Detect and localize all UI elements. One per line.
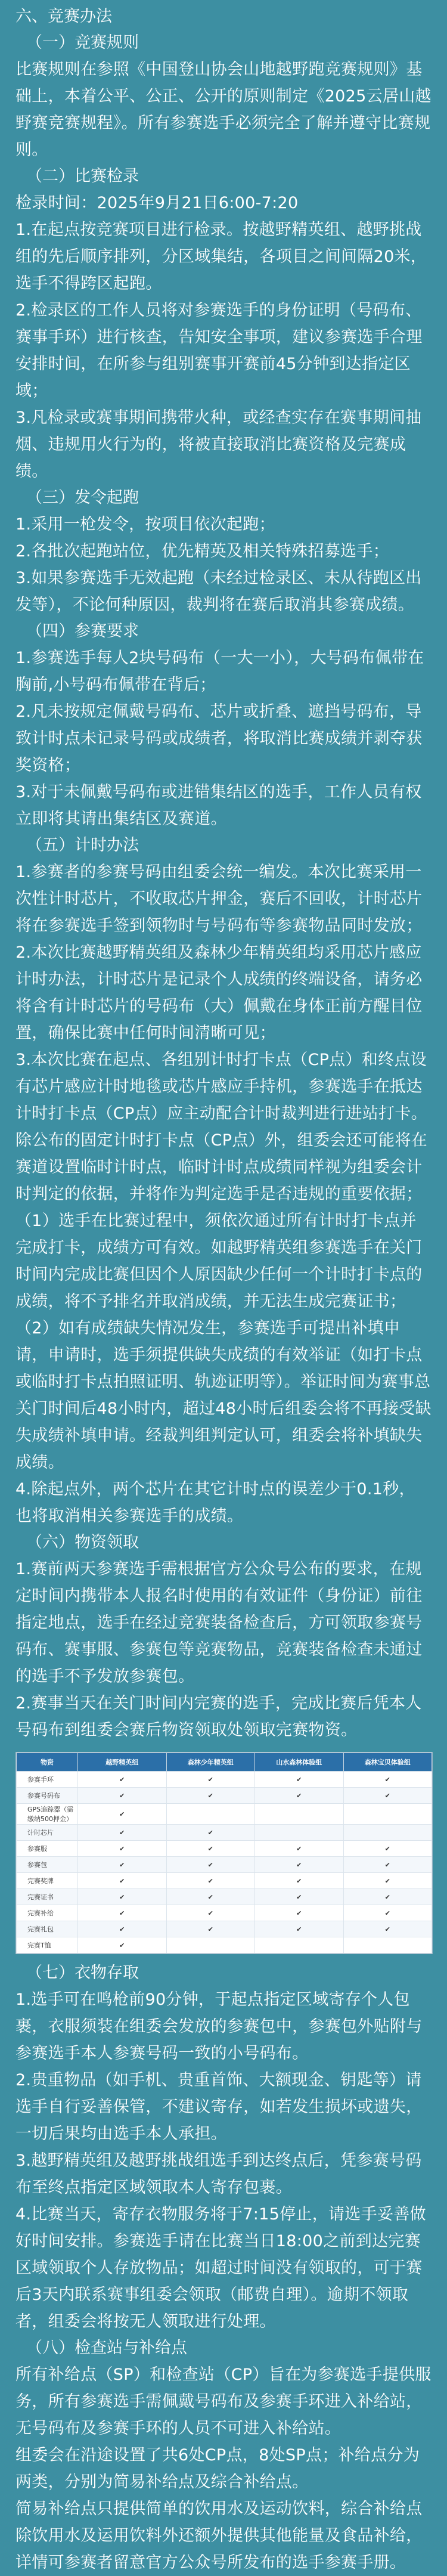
table-cell-check: ✔ (166, 1772, 255, 1788)
table-cell-check (343, 1825, 432, 1841)
table-cell-check: ✔ (166, 1825, 255, 1841)
paragraph: 2.赛事当天在关门时间内完赛的选手，完成比赛后凭本人号码布到组委会赛后物资领取处领取完赛物资。 (15, 1694, 422, 1739)
paragraph: 2.贵重物品（如手机、贵重首饰、大额现金、钥匙等）请选手自行妥善保管，不建议寄存，如若发生损坏或遗失，一切后果均由选手本人承担。 (15, 2071, 423, 2143)
table-row (17, 1804, 432, 1825)
paragraph: 1.参赛选手每人2块号码布（一大一小），大号码布佩带在胸前,小号码布佩带在背后； (15, 649, 424, 694)
paragraph: 1.采用一枪发令，按项目依次起跑； (15, 515, 275, 534)
table-row (17, 1921, 432, 1937)
table-cell-check: ✔ (166, 1905, 255, 1921)
table-row (17, 1825, 432, 1841)
table-cell-check: ✔ (78, 1825, 167, 1841)
table-header-cell: 越野精英组 (78, 1753, 167, 1772)
paragraph: （1）选手在比赛过程中，须依次通过所有计时打卡点并完成打卡，成绩方可有效。如越野精英组参赛选手在关门时间内完成比赛但因个人原因缺少任何一个计时打卡点的成绩，将不予排名并取消成绩，并无法生成完赛证书； (15, 1212, 423, 1311)
table-row (17, 1841, 432, 1857)
table-cell-item: 计时芯片 (17, 1825, 78, 1841)
paragraph: 3.本次比赛在起点、各组别计时打卡点（CP点）和终点设有芯片感应计时地毯或芯片感应手持机，参赛选手在抵达计时打卡点（CP点）应主动配合计时裁判进行进站打卡。除公布的固定计时打卡点（CP点）外，组委会还可能将在赛道设置临时计时点，临时计时点成绩同样视为组委会计时判定的依据，并将作为判定选手是否违规的重要依据； (15, 1051, 427, 1203)
paragraph: 3.凡检录或赛事期间携带火种，或经查实存在赛事期间抽烟、违规用火行为的，将被直接取消比赛资格及完赛成绩。 (15, 408, 422, 481)
table-cell-check: ✔ (78, 1841, 167, 1857)
paragraph: 1.参赛者的参赛号码由组委会统一编发。本次比赛采用一次性计时芯片，不收取芯片押金，赛后不回收，计时芯片将在参赛选手签到领物时与号码布等参赛物品同时发放； (15, 863, 423, 935)
table-cell-check (255, 1937, 344, 1953)
paragraph: 3.越野精英组及越野挑战组选手到达终点后，凭参赛号码布至终点指定区域领取本人寄存包裹。 (15, 2151, 422, 2197)
paragraph: 1.赛前两天参赛选手需根据官方公众号公布的要求，在规定时间内携带本人报名时使用的有效证件（身份证）前往指定地点，选手在经过竞赛装备检查后，方可领取参赛号码布、赛事服、参赛包等竞赛物品，竞赛装备检查未通过的选手不予发放参赛包。 (15, 1560, 423, 1686)
table-cell-check: ✔ (343, 1857, 432, 1873)
subsection-title: （八）检查站与补给点 (26, 2339, 187, 2357)
table-cell-item: 参赛号码布 (17, 1788, 78, 1804)
table-row (17, 1905, 432, 1921)
subsection-title: （三）发令起跑 (26, 488, 139, 507)
table-cell-check: ✔ (343, 1905, 432, 1921)
table-cell-item: 完赛补给 (17, 1905, 78, 1921)
table-cell-check (343, 1804, 432, 1825)
table-cell-check: ✔ (78, 1889, 167, 1905)
table-cell-check: ✔ (343, 1889, 432, 1905)
table-cell-check: ✔ (166, 1857, 255, 1873)
subsection-title: （七）衣物存取 (26, 1964, 139, 1982)
table-cell-item: 参赛包 (17, 1857, 78, 1873)
table-cell-check: ✔ (343, 1921, 432, 1937)
section-title: 六、竞赛办法 (15, 7, 112, 26)
table-cell-check: ✔ (166, 1788, 255, 1804)
table-cell-check: ✔ (343, 1873, 432, 1889)
paragraph: 2.检录区的工作人员将对参赛选手的身份证明（号码布、赛事手环）进行核查，告知安全事项，建议参赛选手合理安排时间，在所参与组别赛事开赛前45分钟到达指定区域； (15, 301, 423, 400)
table-header-cell: 山水森林体验组 (255, 1753, 344, 1772)
table-cell-check: ✔ (166, 1873, 255, 1889)
table-row (17, 1857, 432, 1873)
paragraph: 3.对于未佩戴号码布或进错集结区的选手，工作人员有权立即将其请出集结区及赛道。 (15, 783, 422, 828)
paragraph: 3.如果参赛选手无效起跑（未经过检录区、未从待跑区出发等），不论何种原因，裁判将在赛后取消其参赛成绩。 (15, 569, 422, 614)
paragraph: 2.各批次起跑站位，优先精英及相关特殊招募选手； (15, 542, 389, 561)
table-cell-item: 完赛证书 (17, 1889, 78, 1905)
table-row (17, 1889, 432, 1905)
table-cell-item: 参赛手环 (17, 1772, 78, 1788)
paragraph: 2.本次比赛越野精英组及森林少年精英组均采用芯片感应计时办法，计时芯片是记录个人成绩的终端设备，请务必将含有计时芯片的号码布（大）佩戴在身体正前方醒目位置，确保比赛中任何时间清晰可见； (15, 943, 423, 1042)
table-cell-check: ✔ (255, 1841, 344, 1857)
table-header-cell: 森林宝贝体验组 (343, 1753, 432, 1772)
table-cell-check: ✔ (166, 1889, 255, 1905)
table-cell-check: ✔ (78, 1921, 167, 1937)
table-cell-check (255, 1804, 344, 1825)
table-header-cell: 物资 (17, 1753, 78, 1772)
paragraph: 组委会在沿途设置了共6处CP点，8处SP点；补给点分为两类，分别为简易补给点及综合补给点。 (15, 2446, 420, 2491)
table-header-cell: 森林少年精英组 (166, 1753, 255, 1772)
materials-table (15, 1752, 433, 1954)
table-cell-check: ✔ (255, 1889, 344, 1905)
table-row (17, 1937, 432, 1953)
table-cell-item: 完赛礼包 (17, 1921, 78, 1937)
table-cell-check: ✔ (78, 1873, 167, 1889)
table-cell-check: ✔ (78, 1905, 167, 1921)
table-cell-check (255, 1825, 344, 1841)
table-row (17, 1873, 432, 1889)
table-cell-check: ✔ (78, 1857, 167, 1873)
table-cell-check: ✔ (255, 1788, 344, 1804)
table-cell-check (343, 1937, 432, 1953)
paragraph: 1.在起点按竞赛项目进行检录。按越野精英组、越野挑战组的先后顺序排列，分区域集结，各项目之间间隔20米，选手不得跨区起跑。 (15, 221, 427, 293)
table-cell-check: ✔ (343, 1841, 432, 1857)
table-cell-check: ✔ (78, 1788, 167, 1804)
subsection-title: （六）物资领取 (26, 1533, 139, 1552)
table-cell-check: ✔ (255, 1873, 344, 1889)
table-cell-check: ✔ (255, 1921, 344, 1937)
paragraph: 4.比赛当天，寄存衣物服务将于7:15停止，请选手妥善做好时间安排。参赛选手请在比赛当日18:00之前到达完赛区域领取个人存放物品；如超过时间没有领取的，可于赛后3天内联系赛事组委会领取（邮费自理）。逾期不领取者，组委会将按无人领取进行处理。 (15, 2205, 426, 2331)
subsection-title: （五）计时办法 (26, 836, 139, 854)
paragraph: （2）如有成绩缺失情况发生，参赛选手可提出补填申请，申请时，选手须提供缺失成绩的有效举证（如打卡点或临时打卡点拍照证明、轨迹证明等）。举证时间为赛事总关门时间后48小时内，超过48小时后组委会将不再接受缺失成绩补填申请。经裁判组判定认可，组委会将补填缺失成绩。 (15, 1319, 432, 1472)
table-row (17, 1772, 432, 1788)
paragraph: 简易补给点只提供简单的饮用水及运动饮料，综合补给点除饮用水及运用饮料外还额外提供其他能量及食品补给，详情可参赛者留意官方公众号所发布的选手参赛手册。 (15, 2500, 423, 2572)
table-cell-check: ✔ (78, 1804, 167, 1825)
paragraph: 检录时间：2025年9月21日6:00-7:20 (15, 194, 299, 212)
paragraph: 1.选手可在鸣枪前90分钟，于起点指定区域寄存个人包裹，衣服须装在组委会发放的参赛包中，参赛包外贴附与参赛选手本人参赛号码一致的小号码布。 (15, 1990, 423, 2063)
table-cell-check: ✔ (78, 1937, 167, 1953)
table-cell-check: ✔ (255, 1772, 344, 1788)
table-row (17, 1788, 432, 1804)
paragraph: 所有补给点（SP）和检查站（CP）旨在为参赛选手提供服务，所有参赛选手需佩戴号码布及参赛手环进入补给站，无号码布及参赛手环的人员不可进入补给站。 (15, 2366, 432, 2438)
table-cell-check (166, 1937, 255, 1953)
paragraph: 4.除起点外，两个芯片在其它计时点的误差少于0.1秒，也将取消相关参赛选手的成绩。 (15, 1480, 415, 1525)
table-cell-item: 参赛服 (17, 1841, 78, 1857)
subsection-title: （一）竞赛规则 (26, 33, 139, 52)
table-cell-check: ✔ (255, 1905, 344, 1921)
table-cell-item: 完赛T恤 (17, 1937, 78, 1953)
table-cell-check: ✔ (343, 1772, 432, 1788)
table-cell-item: 完赛奖牌 (17, 1873, 78, 1889)
table-cell-check: ✔ (343, 1788, 432, 1804)
table-cell-check: ✔ (255, 1857, 344, 1873)
table-header-row (17, 1753, 432, 1772)
table-cell-item: GPS追踪器（需缴纳500押金） (17, 1804, 78, 1825)
subsection-title: （四）参赛要求 (26, 622, 139, 640)
table-cell-check: ✔ (166, 1921, 255, 1937)
table-cell-check: ✔ (166, 1841, 255, 1857)
table-cell-check: ✔ (78, 1772, 167, 1788)
subsection-title: （二）比赛检录 (26, 167, 139, 185)
paragraph: 2.凡未按规定佩戴号码布、芯片或折叠、遮挡号码布，导致计时点未记录号码或成绩者，将取消比赛成绩并剥夺获奖资格； (15, 702, 423, 775)
paragraph: 比赛规则在参照《中国登山协会山地越野跑竞赛规则》基础上，本着公平、公正、公开的原则制定《2025云居山越野赛竞赛规程》。所有参赛选手必须完全了解并遵守比赛规则。 (15, 60, 432, 159)
table-cell-check (166, 1804, 255, 1825)
